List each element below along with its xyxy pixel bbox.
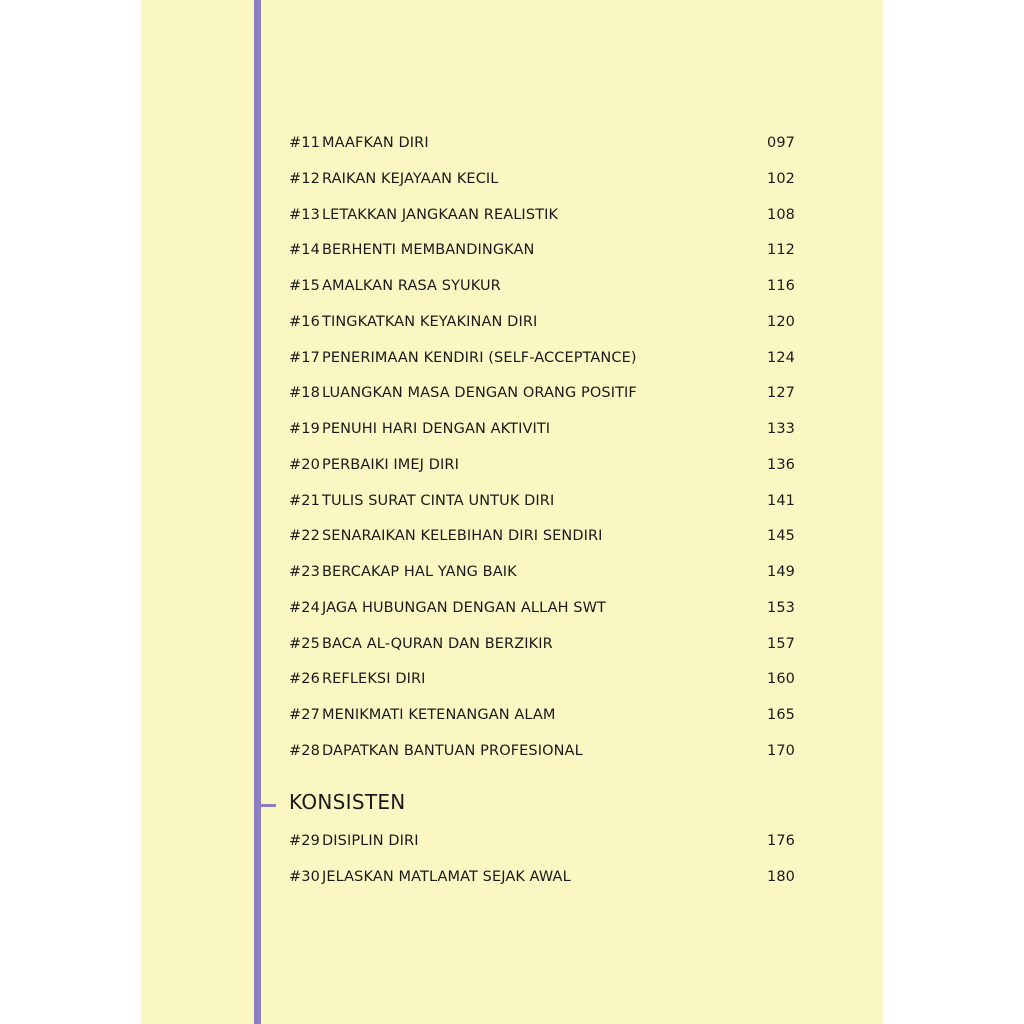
toc-entry bbox=[289, 667, 795, 703]
entry-number: #23 bbox=[289, 564, 320, 580]
entry-title: LUANGKAN MASA DENGAN ORANG POSITIF bbox=[322, 385, 637, 402]
entry-number: #18 bbox=[289, 385, 320, 402]
entry-page-number: 160 bbox=[767, 671, 795, 688]
entry-page-number: 176 bbox=[767, 833, 795, 849]
vertical-accent-rule bbox=[254, 0, 261, 1024]
toc-entry bbox=[289, 131, 795, 167]
entry-page-number: 108 bbox=[767, 206, 795, 223]
entry-number: #26 bbox=[289, 671, 320, 688]
entry-page-number: 153 bbox=[767, 599, 795, 616]
section-entries bbox=[289, 829, 795, 901]
entry-page-number: 120 bbox=[767, 313, 795, 330]
entry-number: #17 bbox=[289, 349, 320, 366]
toc-entry bbox=[289, 417, 795, 453]
entry-title: TINGKATKAN KEYAKINAN DIRI bbox=[322, 313, 538, 330]
entry-page-number: 102 bbox=[767, 170, 795, 187]
entry-number: #11 bbox=[289, 135, 320, 151]
entry-title: BERHENTI MEMBANDINGKAN bbox=[322, 242, 535, 259]
entry-page-number: 124 bbox=[767, 349, 795, 366]
table-of-contents bbox=[289, 131, 795, 775]
entry-page-number: 127 bbox=[767, 385, 795, 402]
entry-number: #27 bbox=[289, 707, 320, 723]
toc-entry bbox=[289, 632, 795, 668]
entry-number: #14 bbox=[289, 242, 320, 259]
entry-page-number: 149 bbox=[767, 564, 795, 580]
entry-title: REFLEKSI DIRI bbox=[322, 671, 426, 688]
entry-page-number: 157 bbox=[767, 635, 795, 652]
entry-title: PERBAIKI IMEJ DIRI bbox=[322, 456, 459, 473]
entry-page-number: 097 bbox=[767, 135, 795, 151]
toc-entry bbox=[289, 524, 795, 560]
entry-page-number: 141 bbox=[767, 492, 795, 509]
toc-entry bbox=[289, 489, 795, 525]
entry-number: #22 bbox=[289, 528, 320, 545]
entry-number: #30 bbox=[289, 868, 320, 885]
entry-number: #20 bbox=[289, 456, 320, 473]
entry-title: TULIS SURAT CINTA UNTUK DIRI bbox=[322, 492, 555, 509]
entry-number: #28 bbox=[289, 742, 320, 759]
entry-title: PENERIMAAN KENDIRI (SELF-ACCEPTANCE) bbox=[322, 349, 637, 366]
entry-title: JAGA HUBUNGAN DENGAN ALLAH SWT bbox=[322, 599, 607, 616]
entry-title: DAPATKAN BANTUAN PROFESIONAL bbox=[322, 742, 583, 759]
entry-number: #19 bbox=[289, 421, 320, 437]
toc-entry bbox=[289, 453, 795, 489]
toc-entry bbox=[289, 865, 795, 901]
entry-page-number: 133 bbox=[767, 421, 795, 437]
toc-entry bbox=[289, 274, 795, 310]
entry-number: #29 bbox=[289, 833, 320, 849]
entry-title: SENARAIKAN KELEBIHAN DIRI SENDIRI bbox=[322, 528, 603, 545]
toc-entry bbox=[289, 739, 795, 775]
entry-title: BACA AL-QURAN DAN BERZIKIR bbox=[322, 635, 553, 652]
toc-entry bbox=[289, 203, 795, 239]
entry-number: #24 bbox=[289, 599, 320, 616]
toc-entry bbox=[289, 238, 795, 274]
toc-entry bbox=[289, 829, 795, 865]
entry-page-number: 116 bbox=[767, 278, 795, 294]
entry-number: #13 bbox=[289, 206, 320, 223]
entry-page-number: 112 bbox=[767, 242, 795, 259]
toc-entry bbox=[289, 596, 795, 632]
toc-entry bbox=[289, 346, 795, 382]
entry-page-number: 180 bbox=[767, 868, 795, 885]
entry-title: AMALKAN RASA SYUKUR bbox=[322, 278, 501, 294]
section-marker-tick bbox=[261, 804, 276, 807]
toc-entry bbox=[289, 703, 795, 739]
entry-title: MAAFKAN DIRI bbox=[322, 135, 429, 151]
entry-page-number: 165 bbox=[767, 707, 795, 723]
toc-entry bbox=[289, 560, 795, 596]
entry-title: RAIKAN KEJAYAAN KECIL bbox=[322, 170, 499, 187]
entry-number: #15 bbox=[289, 278, 320, 294]
entry-title: MENIKMATI KETENANGAN ALAM bbox=[322, 707, 556, 723]
entry-page-number: 145 bbox=[767, 528, 795, 545]
entry-title: JELASKAN MATLAMAT SEJAK AWAL bbox=[322, 868, 571, 885]
entry-number: #16 bbox=[289, 313, 320, 330]
entry-number: #25 bbox=[289, 635, 320, 652]
toc-entry bbox=[289, 310, 795, 346]
entry-number: #21 bbox=[289, 492, 320, 509]
entry-page-number: 170 bbox=[767, 742, 795, 759]
entry-title: LETAKKAN JANGKAAN REALISTIK bbox=[322, 206, 559, 223]
toc-entry bbox=[289, 381, 795, 417]
toc-entry bbox=[289, 167, 795, 203]
entry-number: #12 bbox=[289, 170, 320, 187]
entry-title: PENUHI HARI DENGAN AKTIVITI bbox=[322, 421, 551, 437]
entry-page-number: 136 bbox=[767, 456, 795, 473]
section-heading: KONSISTEN bbox=[289, 790, 406, 814]
entry-title: BERCAKAP HAL YANG BAIK bbox=[322, 564, 517, 580]
entry-title: DISIPLIN DIRI bbox=[322, 833, 419, 849]
